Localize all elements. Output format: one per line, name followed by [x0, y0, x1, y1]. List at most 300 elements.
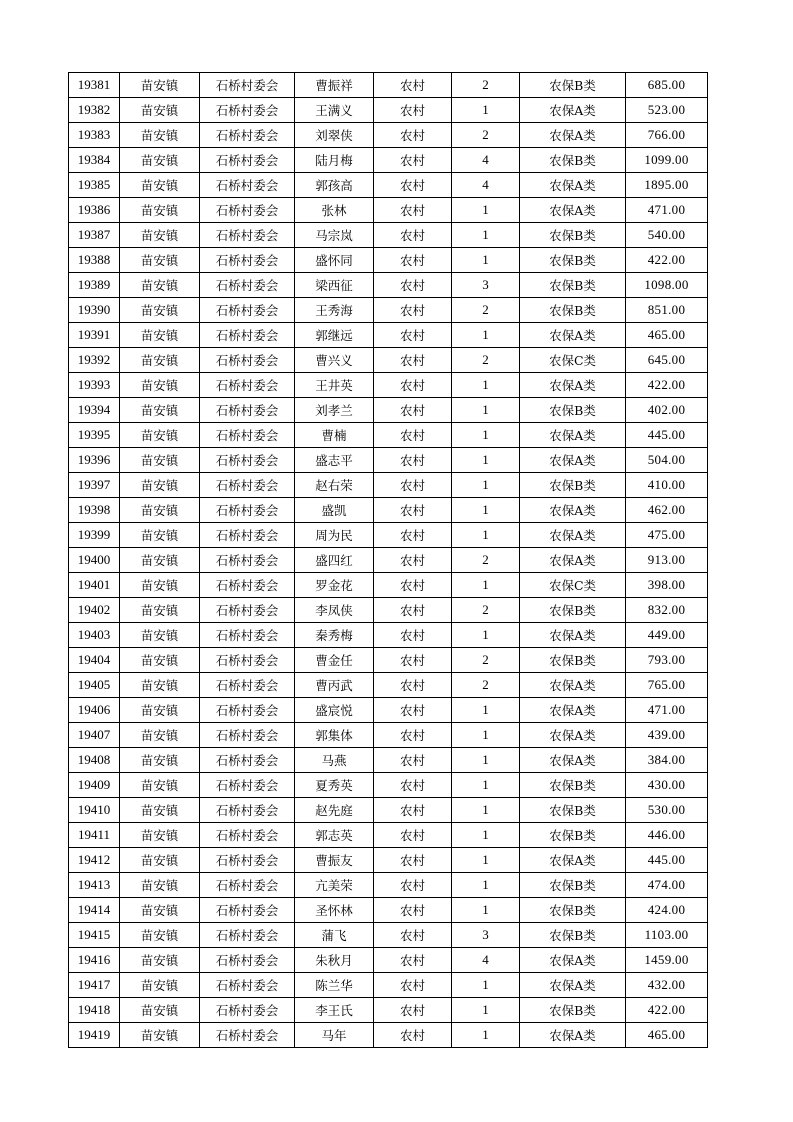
household-count-cell: 1 — [452, 523, 520, 548]
town-cell: 苗安镇 — [120, 398, 200, 423]
amount-cell: 430.00 — [626, 773, 708, 798]
name-cell: 亢美荣 — [295, 873, 374, 898]
record-id-cell: 19407 — [69, 723, 120, 748]
category-cell: 农保B类 — [520, 873, 626, 898]
amount-cell: 446.00 — [626, 823, 708, 848]
table-row — [69, 723, 708, 748]
name-cell: 刘孝兰 — [295, 398, 374, 423]
name-cell: 曹振祥 — [295, 73, 374, 98]
category-cell: 农保B类 — [520, 148, 626, 173]
household-count-cell: 2 — [452, 598, 520, 623]
town-cell: 苗安镇 — [120, 923, 200, 948]
area-cell: 农村 — [374, 1023, 452, 1048]
name-cell: 陆月梅 — [295, 148, 374, 173]
table-body — [69, 73, 708, 1048]
category-cell: 农保B类 — [520, 773, 626, 798]
record-id-cell: 19406 — [69, 698, 120, 723]
category-cell: 农保B类 — [520, 223, 626, 248]
name-cell: 朱秋月 — [295, 948, 374, 973]
town-cell: 苗安镇 — [120, 623, 200, 648]
category-cell: 农保A类 — [520, 173, 626, 198]
town-cell: 苗安镇 — [120, 223, 200, 248]
category-cell: 农保A类 — [520, 973, 626, 998]
name-cell: 曹楠 — [295, 423, 374, 448]
category-cell: 农保A类 — [520, 198, 626, 223]
name-cell: 曹丙武 — [295, 673, 374, 698]
area-cell: 农村 — [374, 873, 452, 898]
village-cell: 石桥村委会 — [200, 248, 295, 273]
area-cell: 农村 — [374, 498, 452, 523]
area-cell: 农村 — [374, 623, 452, 648]
name-cell: 蒲飞 — [295, 923, 374, 948]
town-cell: 苗安镇 — [120, 173, 200, 198]
amount-cell: 449.00 — [626, 623, 708, 648]
village-cell: 石桥村委会 — [200, 798, 295, 823]
household-count-cell: 1 — [452, 848, 520, 873]
name-cell: 郭孩高 — [295, 173, 374, 198]
amount-cell: 504.00 — [626, 448, 708, 473]
area-cell: 农村 — [374, 973, 452, 998]
town-cell: 苗安镇 — [120, 998, 200, 1023]
amount-cell: 471.00 — [626, 198, 708, 223]
name-cell: 曹兴义 — [295, 348, 374, 373]
name-cell: 马年 — [295, 1023, 374, 1048]
area-cell: 农村 — [374, 348, 452, 373]
category-cell: 农保B类 — [520, 798, 626, 823]
name-cell: 盛志平 — [295, 448, 374, 473]
amount-cell: 422.00 — [626, 998, 708, 1023]
category-cell: 农保B类 — [520, 398, 626, 423]
village-cell: 石桥村委会 — [200, 773, 295, 798]
table-row — [69, 323, 708, 348]
table-row — [69, 1023, 708, 1048]
category-cell: 农保B类 — [520, 73, 626, 98]
household-count-cell: 1 — [452, 898, 520, 923]
record-id-cell: 19399 — [69, 523, 120, 548]
name-cell: 赵先庭 — [295, 798, 374, 823]
category-cell: 农保B类 — [520, 598, 626, 623]
area-cell: 农村 — [374, 548, 452, 573]
area-cell: 农村 — [374, 848, 452, 873]
table-row — [69, 148, 708, 173]
area-cell: 农村 — [374, 423, 452, 448]
table-row — [69, 98, 708, 123]
table-row — [69, 898, 708, 923]
record-id-cell: 19418 — [69, 998, 120, 1023]
category-cell: 农保B类 — [520, 998, 626, 1023]
amount-cell: 1895.00 — [626, 173, 708, 198]
record-id-cell: 19414 — [69, 898, 120, 923]
name-cell: 刘翠侠 — [295, 123, 374, 148]
table-row — [69, 423, 708, 448]
area-cell: 农村 — [374, 698, 452, 723]
amount-cell: 384.00 — [626, 748, 708, 773]
amount-cell: 410.00 — [626, 473, 708, 498]
household-count-cell: 1 — [452, 723, 520, 748]
record-id-cell: 19393 — [69, 373, 120, 398]
record-id-cell: 19401 — [69, 573, 120, 598]
category-cell: 农保B类 — [520, 248, 626, 273]
record-id-cell: 19413 — [69, 873, 120, 898]
record-id-cell: 19411 — [69, 823, 120, 848]
household-count-cell: 2 — [452, 648, 520, 673]
amount-cell: 465.00 — [626, 323, 708, 348]
table-row — [69, 223, 708, 248]
household-count-cell: 1 — [452, 398, 520, 423]
village-cell: 石桥村委会 — [200, 873, 295, 898]
table-row — [69, 648, 708, 673]
record-id-cell: 19395 — [69, 423, 120, 448]
area-cell: 农村 — [374, 448, 452, 473]
table-row — [69, 998, 708, 1023]
area-cell: 农村 — [374, 748, 452, 773]
table-row — [69, 798, 708, 823]
household-count-cell: 1 — [452, 448, 520, 473]
amount-cell: 471.00 — [626, 698, 708, 723]
name-cell: 李王氏 — [295, 998, 374, 1023]
village-cell: 石桥村委会 — [200, 398, 295, 423]
town-cell: 苗安镇 — [120, 123, 200, 148]
category-cell: 农保A类 — [520, 123, 626, 148]
amount-cell: 432.00 — [626, 973, 708, 998]
area-cell: 农村 — [374, 398, 452, 423]
table-row — [69, 73, 708, 98]
table-row — [69, 248, 708, 273]
village-cell: 石桥村委会 — [200, 823, 295, 848]
village-cell: 石桥村委会 — [200, 148, 295, 173]
area-cell: 农村 — [374, 798, 452, 823]
town-cell: 苗安镇 — [120, 548, 200, 573]
table-row — [69, 598, 708, 623]
record-id-cell: 19384 — [69, 148, 120, 173]
household-count-cell: 3 — [452, 923, 520, 948]
category-cell: 农保A类 — [520, 373, 626, 398]
area-cell: 农村 — [374, 898, 452, 923]
category-cell: 农保B类 — [520, 298, 626, 323]
town-cell: 苗安镇 — [120, 498, 200, 523]
household-count-cell: 2 — [452, 548, 520, 573]
amount-cell: 445.00 — [626, 423, 708, 448]
village-cell: 石桥村委会 — [200, 298, 295, 323]
village-cell: 石桥村委会 — [200, 923, 295, 948]
household-count-cell: 1 — [452, 823, 520, 848]
household-count-cell: 2 — [452, 298, 520, 323]
record-id-cell: 19416 — [69, 948, 120, 973]
household-count-cell: 1 — [452, 473, 520, 498]
category-cell: 农保C类 — [520, 348, 626, 373]
category-cell: 农保A类 — [520, 723, 626, 748]
town-cell: 苗安镇 — [120, 748, 200, 773]
category-cell: 农保B类 — [520, 923, 626, 948]
household-count-cell: 1 — [452, 323, 520, 348]
town-cell: 苗安镇 — [120, 423, 200, 448]
household-count-cell: 4 — [452, 173, 520, 198]
table-row — [69, 123, 708, 148]
area-cell: 农村 — [374, 823, 452, 848]
town-cell: 苗安镇 — [120, 473, 200, 498]
record-id-cell: 19391 — [69, 323, 120, 348]
amount-cell: 765.00 — [626, 673, 708, 698]
household-count-cell: 2 — [452, 348, 520, 373]
table-row — [69, 673, 708, 698]
town-cell: 苗安镇 — [120, 348, 200, 373]
record-id-cell: 19409 — [69, 773, 120, 798]
record-id-cell: 19388 — [69, 248, 120, 273]
village-cell: 石桥村委会 — [200, 348, 295, 373]
household-count-cell: 1 — [452, 1023, 520, 1048]
amount-cell: 465.00 — [626, 1023, 708, 1048]
household-count-cell: 3 — [452, 273, 520, 298]
amount-cell: 445.00 — [626, 848, 708, 873]
name-cell: 秦秀梅 — [295, 623, 374, 648]
town-cell: 苗安镇 — [120, 148, 200, 173]
table-row — [69, 873, 708, 898]
record-id-cell: 19400 — [69, 548, 120, 573]
category-cell: 农保B类 — [520, 823, 626, 848]
village-cell: 石桥村委会 — [200, 98, 295, 123]
record-id-cell: 19402 — [69, 598, 120, 623]
table-row — [69, 198, 708, 223]
table-row — [69, 348, 708, 373]
village-cell: 石桥村委会 — [200, 573, 295, 598]
records-table — [68, 72, 708, 1048]
area-cell: 农村 — [374, 223, 452, 248]
village-cell: 石桥村委会 — [200, 673, 295, 698]
household-count-cell: 1 — [452, 873, 520, 898]
village-cell: 石桥村委会 — [200, 523, 295, 548]
name-cell: 盛凯 — [295, 498, 374, 523]
category-cell: 农保A类 — [520, 323, 626, 348]
name-cell: 王秀海 — [295, 298, 374, 323]
category-cell: 农保B类 — [520, 898, 626, 923]
category-cell: 农保B类 — [520, 473, 626, 498]
household-count-cell: 2 — [452, 73, 520, 98]
name-cell: 梁西征 — [295, 273, 374, 298]
area-cell: 农村 — [374, 648, 452, 673]
village-cell: 石桥村委会 — [200, 698, 295, 723]
area-cell: 农村 — [374, 148, 452, 173]
table-row — [69, 498, 708, 523]
village-cell: 石桥村委会 — [200, 648, 295, 673]
table-row — [69, 773, 708, 798]
village-cell: 石桥村委会 — [200, 548, 295, 573]
name-cell: 圣怀林 — [295, 898, 374, 923]
name-cell: 周为民 — [295, 523, 374, 548]
household-count-cell: 1 — [452, 773, 520, 798]
category-cell: 农保A类 — [520, 448, 626, 473]
name-cell: 马燕 — [295, 748, 374, 773]
record-id-cell: 19410 — [69, 798, 120, 823]
town-cell: 苗安镇 — [120, 798, 200, 823]
household-count-cell: 1 — [452, 248, 520, 273]
area-cell: 农村 — [374, 298, 452, 323]
village-cell: 石桥村委会 — [200, 323, 295, 348]
table-row — [69, 173, 708, 198]
record-id-cell: 19387 — [69, 223, 120, 248]
record-id-cell: 19417 — [69, 973, 120, 998]
name-cell: 李凤侠 — [295, 598, 374, 623]
record-id-cell: 19385 — [69, 173, 120, 198]
table-row — [69, 473, 708, 498]
name-cell: 赵右荣 — [295, 473, 374, 498]
area-cell: 农村 — [374, 173, 452, 198]
table-row — [69, 398, 708, 423]
amount-cell: 462.00 — [626, 498, 708, 523]
amount-cell: 913.00 — [626, 548, 708, 573]
area-cell: 农村 — [374, 523, 452, 548]
village-cell: 石桥村委会 — [200, 123, 295, 148]
area-cell: 农村 — [374, 248, 452, 273]
village-cell: 石桥村委会 — [200, 223, 295, 248]
town-cell: 苗安镇 — [120, 248, 200, 273]
household-count-cell: 1 — [452, 748, 520, 773]
amount-cell: 523.00 — [626, 98, 708, 123]
table-row — [69, 948, 708, 973]
record-id-cell: 19419 — [69, 1023, 120, 1048]
category-cell: 农保A类 — [520, 698, 626, 723]
town-cell: 苗安镇 — [120, 823, 200, 848]
category-cell: 农保B类 — [520, 273, 626, 298]
household-count-cell: 1 — [452, 423, 520, 448]
household-count-cell: 2 — [452, 123, 520, 148]
area-cell: 农村 — [374, 473, 452, 498]
table-row — [69, 573, 708, 598]
area-cell: 农村 — [374, 598, 452, 623]
name-cell: 盛四红 — [295, 548, 374, 573]
area-cell: 农村 — [374, 323, 452, 348]
town-cell: 苗安镇 — [120, 598, 200, 623]
amount-cell: 422.00 — [626, 373, 708, 398]
name-cell: 张林 — [295, 198, 374, 223]
name-cell: 王满义 — [295, 98, 374, 123]
town-cell: 苗安镇 — [120, 898, 200, 923]
village-cell: 石桥村委会 — [200, 423, 295, 448]
category-cell: 农保C类 — [520, 573, 626, 598]
record-id-cell: 19398 — [69, 498, 120, 523]
name-cell: 郭继远 — [295, 323, 374, 348]
amount-cell: 832.00 — [626, 598, 708, 623]
town-cell: 苗安镇 — [120, 73, 200, 98]
area-cell: 农村 — [374, 673, 452, 698]
record-id-cell: 19415 — [69, 923, 120, 948]
name-cell: 曹振友 — [295, 848, 374, 873]
town-cell: 苗安镇 — [120, 848, 200, 873]
amount-cell: 685.00 — [626, 73, 708, 98]
town-cell: 苗安镇 — [120, 698, 200, 723]
record-id-cell: 19412 — [69, 848, 120, 873]
village-cell: 石桥村委会 — [200, 848, 295, 873]
amount-cell: 540.00 — [626, 223, 708, 248]
table-row — [69, 523, 708, 548]
town-cell: 苗安镇 — [120, 323, 200, 348]
amount-cell: 1098.00 — [626, 273, 708, 298]
household-count-cell: 1 — [452, 198, 520, 223]
record-id-cell: 19389 — [69, 273, 120, 298]
category-cell: 农保A类 — [520, 623, 626, 648]
name-cell: 盛宸悦 — [295, 698, 374, 723]
household-count-cell: 4 — [452, 948, 520, 973]
area-cell: 农村 — [374, 198, 452, 223]
table-row — [69, 923, 708, 948]
area-cell: 农村 — [374, 998, 452, 1023]
household-count-cell: 1 — [452, 623, 520, 648]
area-cell: 农村 — [374, 573, 452, 598]
village-cell: 石桥村委会 — [200, 898, 295, 923]
amount-cell: 398.00 — [626, 573, 708, 598]
record-id-cell: 19386 — [69, 198, 120, 223]
amount-cell: 1099.00 — [626, 148, 708, 173]
village-cell: 石桥村委会 — [200, 448, 295, 473]
amount-cell: 530.00 — [626, 798, 708, 823]
town-cell: 苗安镇 — [120, 273, 200, 298]
table-row — [69, 973, 708, 998]
amount-cell: 424.00 — [626, 898, 708, 923]
town-cell: 苗安镇 — [120, 1023, 200, 1048]
record-id-cell: 19382 — [69, 98, 120, 123]
amount-cell: 1459.00 — [626, 948, 708, 973]
table-row — [69, 298, 708, 323]
table-row — [69, 698, 708, 723]
household-count-cell: 1 — [452, 698, 520, 723]
town-cell: 苗安镇 — [120, 523, 200, 548]
town-cell: 苗安镇 — [120, 973, 200, 998]
category-cell: 农保A类 — [520, 848, 626, 873]
village-cell: 石桥村委会 — [200, 198, 295, 223]
area-cell: 农村 — [374, 73, 452, 98]
name-cell: 郭志英 — [295, 823, 374, 848]
household-count-cell: 1 — [452, 998, 520, 1023]
area-cell: 农村 — [374, 923, 452, 948]
category-cell: 农保A类 — [520, 748, 626, 773]
village-cell: 石桥村委会 — [200, 73, 295, 98]
record-id-cell: 19383 — [69, 123, 120, 148]
town-cell: 苗安镇 — [120, 448, 200, 473]
household-count-cell: 1 — [452, 373, 520, 398]
village-cell: 石桥村委会 — [200, 948, 295, 973]
village-cell: 石桥村委会 — [200, 598, 295, 623]
name-cell: 陈兰华 — [295, 973, 374, 998]
name-cell: 王井英 — [295, 373, 374, 398]
household-count-cell: 1 — [452, 498, 520, 523]
amount-cell: 1103.00 — [626, 923, 708, 948]
amount-cell: 851.00 — [626, 298, 708, 323]
record-id-cell: 19408 — [69, 748, 120, 773]
table-row — [69, 623, 708, 648]
town-cell: 苗安镇 — [120, 198, 200, 223]
household-count-cell: 1 — [452, 223, 520, 248]
record-id-cell: 19396 — [69, 448, 120, 473]
amount-cell: 766.00 — [626, 123, 708, 148]
name-cell: 马宗岚 — [295, 223, 374, 248]
town-cell: 苗安镇 — [120, 573, 200, 598]
town-cell: 苗安镇 — [120, 648, 200, 673]
town-cell: 苗安镇 — [120, 873, 200, 898]
record-id-cell: 19405 — [69, 673, 120, 698]
village-cell: 石桥村委会 — [200, 473, 295, 498]
name-cell: 曹金任 — [295, 648, 374, 673]
village-cell: 石桥村委会 — [200, 623, 295, 648]
category-cell: 农保A类 — [520, 548, 626, 573]
area-cell: 农村 — [374, 123, 452, 148]
category-cell: 农保A类 — [520, 498, 626, 523]
village-cell: 石桥村委会 — [200, 173, 295, 198]
town-cell: 苗安镇 — [120, 723, 200, 748]
household-count-cell: 1 — [452, 573, 520, 598]
record-id-cell: 19404 — [69, 648, 120, 673]
category-cell: 农保B类 — [520, 648, 626, 673]
village-cell: 石桥村委会 — [200, 998, 295, 1023]
village-cell: 石桥村委会 — [200, 373, 295, 398]
